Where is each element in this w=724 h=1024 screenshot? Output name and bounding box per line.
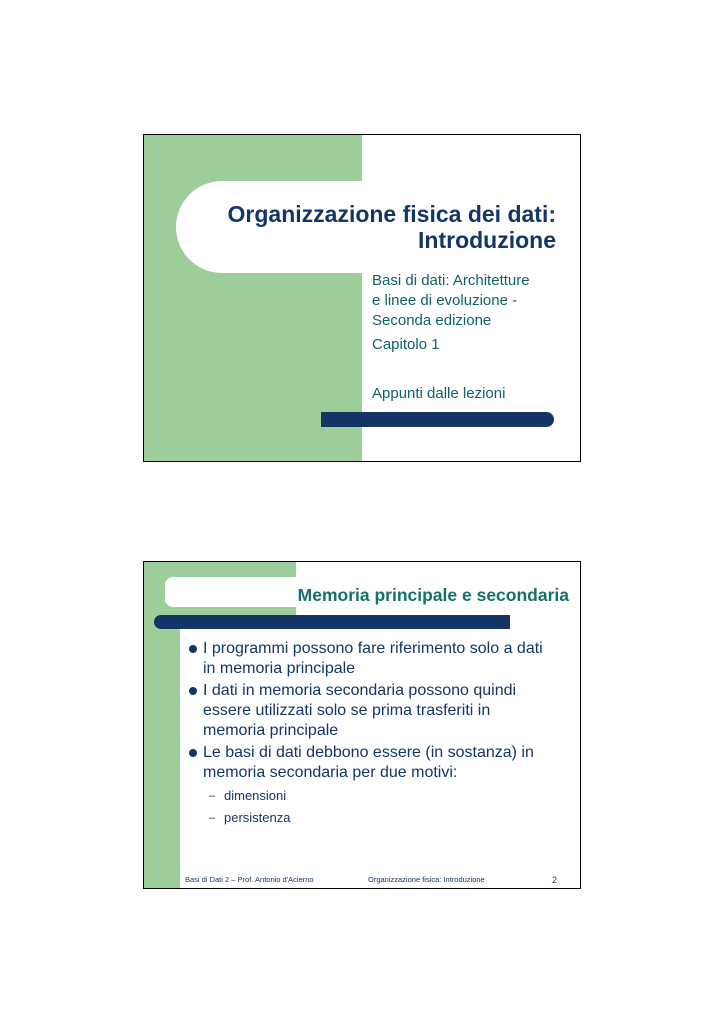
sub-bullet-label: dimensioni: [224, 788, 287, 803]
subtitle-line: Basi di dati: Architetture: [372, 272, 530, 289]
bullet-line: I programmi possono fare riferimento solo a dati: [203, 640, 543, 657]
bullet-item: [187, 681, 572, 741]
bullet-line: I dati in memoria secondaria possono quindi: [203, 682, 517, 699]
accent-bar: [154, 615, 510, 629]
bullet-dot-icon: [189, 749, 197, 757]
bullet-dot-icon: [189, 645, 197, 653]
title-line-1: Organizzazione fisica dei dati:: [227, 201, 556, 227]
subtitle-book: [372, 271, 530, 331]
bullet-line: memoria secondaria per due motivi:: [203, 764, 458, 781]
slide-2: [143, 561, 581, 889]
sub-bullet-label: persistenza: [224, 810, 291, 825]
bullet-line: in memoria principale: [203, 660, 356, 677]
bullet-item: [187, 639, 572, 679]
bullet-dot-icon: [189, 687, 197, 695]
sub-bullet-item: [187, 785, 572, 807]
sub-bullet-item: [187, 807, 572, 829]
slide-title: [228, 201, 556, 253]
slide-1: [143, 134, 581, 462]
title-line-2: Introduzione: [418, 227, 556, 253]
slide-title: Memoria principale e secondaria: [297, 585, 569, 605]
subtitle-line: Seconda edizione: [372, 312, 492, 329]
bullet-item: [187, 743, 572, 783]
notes-label: Appunti dalle lezioni: [372, 385, 506, 402]
green-strip: [144, 562, 180, 888]
dash-icon: –: [209, 812, 216, 824]
dash-icon: –: [209, 790, 216, 802]
accent-bar: [321, 412, 554, 427]
bullet-list: [187, 639, 572, 829]
chapter-label: Capitolo 1: [372, 336, 440, 353]
bullet-line: essere utilizzati solo se prima trasferiti in: [203, 702, 491, 719]
page-number: 2: [552, 875, 558, 885]
bullet-line: Le basi di dati debbono essere (in sostanza) in: [203, 744, 534, 761]
bullet-line: memoria principale: [203, 722, 339, 739]
footer-title: Organizzazione fisica: Introduzione: [368, 875, 485, 884]
footer-author: Basi di Dati 2 – Prof. Antonio d'Acierno: [185, 875, 314, 884]
subtitle-line: e linee di evoluzione -: [372, 292, 518, 309]
